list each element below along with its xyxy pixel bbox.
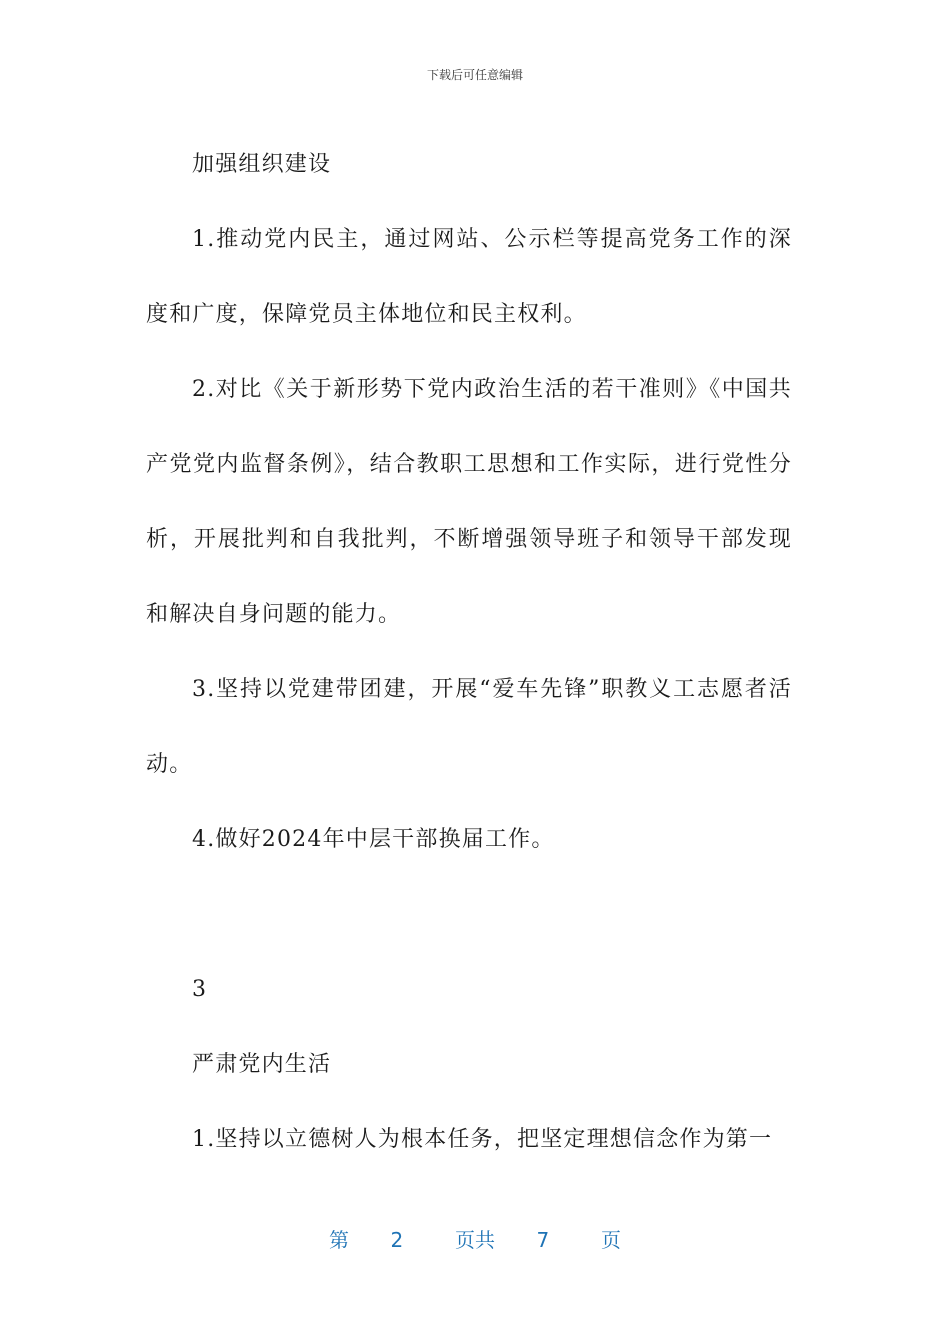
document-body bbox=[146, 127, 792, 1177]
footer-total-pages: 7 bbox=[536, 1228, 550, 1252]
paragraph: 1.坚持以立德树人为根本任务，把坚定理想信念作为第一 bbox=[192, 1127, 773, 1152]
paragraph: 1.推动党内民主，通过网站、公示栏等提高党务工作的深度和广度，保障党员主体地位和民主权利。 bbox=[146, 227, 792, 327]
section-number: 3 bbox=[192, 977, 208, 1002]
paragraph: 4.做好2024年中层干部换届工作。 bbox=[192, 827, 555, 852]
paragraph: 3.坚持以党建带团建，开展“爱车先锋”职教义工志愿者活动。 bbox=[146, 677, 792, 777]
section-heading: 严肃党内生活 bbox=[192, 1052, 332, 1077]
page-number-footer bbox=[0, 1224, 950, 1253]
section-heading: 加强组织建设 bbox=[192, 152, 332, 177]
footer-current-page: 2 bbox=[390, 1228, 404, 1252]
header-note: 下载后可任意编辑 bbox=[426, 68, 523, 82]
footer-middle: 页共 bbox=[455, 1228, 495, 1252]
blank-line bbox=[146, 877, 792, 952]
footer-suffix: 页 bbox=[600, 1228, 621, 1252]
paragraph: 2.对比《关于新形势下党内政治生活的若干准则》《中国共产党党内监督条例》，结合教职工思想和工作实际，进行党性分析，开展批判和自我批判，不断增强领导班子和领导干部发现和解决自身问题的能力。 bbox=[146, 377, 792, 627]
footer-prefix: 第 bbox=[329, 1228, 350, 1252]
